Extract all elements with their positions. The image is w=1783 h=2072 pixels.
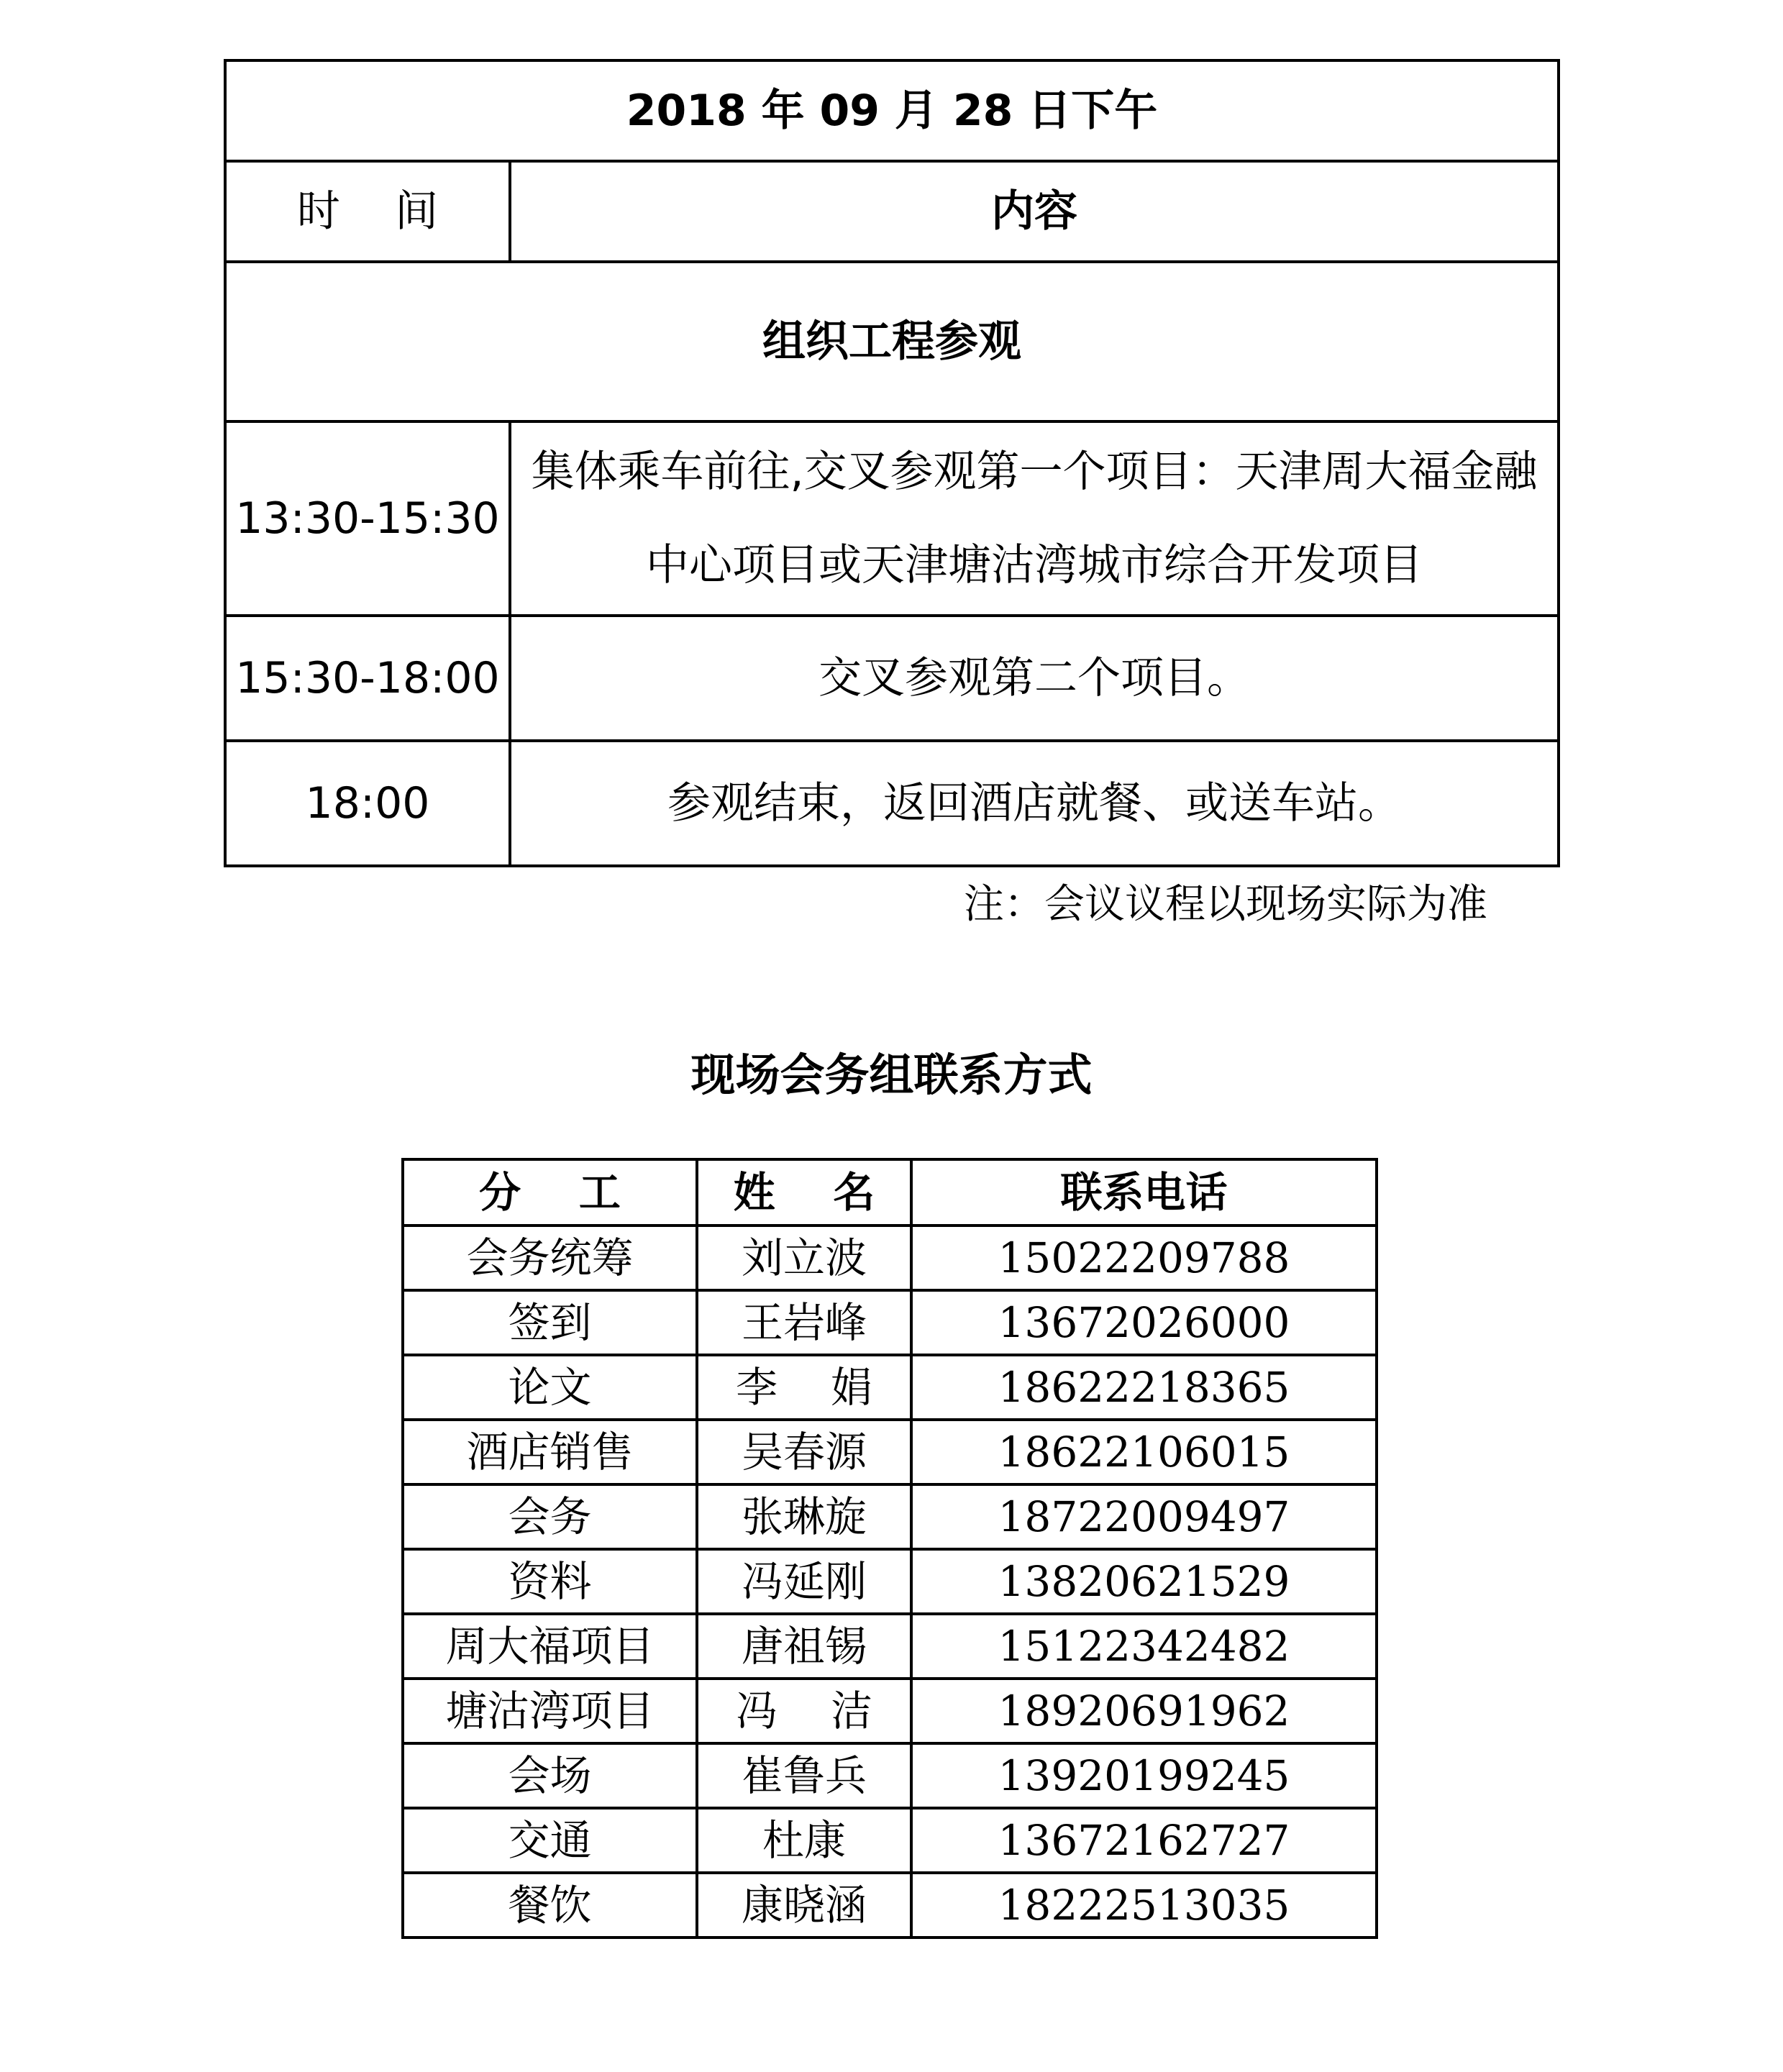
agenda-section-title: 组织工程参观 [225, 262, 1559, 421]
contact-role: 签到 [403, 1290, 697, 1355]
agenda-time: 18:00 [225, 741, 510, 866]
contact-name: 张琳旋 [697, 1484, 911, 1549]
contact-phone: 18622218365 [911, 1355, 1377, 1420]
agenda-date-row [225, 60, 1559, 161]
contact-phone: 13672026000 [911, 1290, 1377, 1355]
contact-phone: 18622106015 [911, 1420, 1377, 1484]
contact-role: 塘沽湾项目 [403, 1679, 697, 1743]
contact-role: 周大福项目 [403, 1614, 697, 1679]
contact-row [403, 1420, 1377, 1484]
contact-role: 会务 [403, 1484, 697, 1549]
agenda-note: 注：会议议程以现场实际为准 [964, 881, 1487, 928]
agenda-row [225, 616, 1559, 741]
contact-role: 资料 [403, 1549, 697, 1614]
contact-phone: 13820621529 [911, 1549, 1377, 1614]
contacts-col-name-header: 姓 名 [697, 1159, 911, 1226]
contact-row [403, 1549, 1377, 1614]
contact-phone: 15022209788 [911, 1226, 1377, 1290]
agenda-date-header: 2018 年 09 月 28 日下午 [225, 60, 1559, 161]
contact-role: 会务统筹 [403, 1226, 697, 1290]
contact-name: 李 娟 [697, 1355, 911, 1420]
agenda-time: 15:30-18:00 [225, 616, 510, 741]
agenda-content: 集体乘车前往,交叉参观第一个项目：天津周大福金融中心项目或天津塘沽湾城市综合开发项目 [510, 421, 1559, 616]
contact-name: 冯 洁 [697, 1679, 911, 1743]
contact-row [403, 1355, 1377, 1420]
contact-name: 唐祖锡 [697, 1614, 911, 1679]
contact-row [403, 1290, 1377, 1355]
contacts-table [401, 1158, 1378, 1939]
contact-phone: 13672162727 [911, 1808, 1377, 1873]
contact-row [403, 1614, 1377, 1679]
contact-phone: 18920691962 [911, 1679, 1377, 1743]
contacts-title: 现场会务组联系方式 [690, 1049, 1093, 1101]
contacts-col-phone-header: 联系电话 [911, 1159, 1377, 1226]
contact-phone: 13920199245 [911, 1743, 1377, 1808]
contact-role: 交通 [403, 1808, 697, 1873]
contact-name: 康晓涵 [697, 1873, 911, 1938]
contact-phone: 18222513035 [911, 1873, 1377, 1938]
contact-role: 会场 [403, 1743, 697, 1808]
contact-row [403, 1873, 1377, 1938]
contact-role: 酒店销售 [403, 1420, 697, 1484]
contact-phone: 15122342482 [911, 1614, 1377, 1679]
contact-name: 冯延刚 [697, 1549, 911, 1614]
contacts-header-row [403, 1159, 1377, 1226]
contact-row [403, 1226, 1377, 1290]
agenda-content: 交叉参观第二个项目。 [510, 616, 1559, 741]
contact-row [403, 1743, 1377, 1808]
contacts-col-role-header: 分 工 [403, 1159, 697, 1226]
agenda-time: 13:30-15:30 [225, 421, 510, 616]
contact-name: 吴春源 [697, 1420, 911, 1484]
contact-row [403, 1808, 1377, 1873]
agenda-col-time-header: 时 间 [225, 161, 510, 262]
agenda-col-content-header: 内容 [510, 161, 1559, 262]
agenda-content: 参观结束，返回酒店就餐、或送车站。 [510, 741, 1559, 866]
contact-name: 杜康 [697, 1808, 911, 1873]
contact-name: 王岩峰 [697, 1290, 911, 1355]
contact-name: 崔鲁兵 [697, 1743, 911, 1808]
contact-row [403, 1484, 1377, 1549]
agenda-header-row [225, 161, 1559, 262]
contact-role: 论文 [403, 1355, 697, 1420]
contact-phone: 18722009497 [911, 1484, 1377, 1549]
contact-name: 刘立波 [697, 1226, 911, 1290]
agenda-table [224, 59, 1560, 867]
agenda-section-row [225, 262, 1559, 421]
agenda-row [225, 741, 1559, 866]
agenda-row [225, 421, 1559, 616]
contact-row [403, 1679, 1377, 1743]
contact-role: 餐饮 [403, 1873, 697, 1938]
